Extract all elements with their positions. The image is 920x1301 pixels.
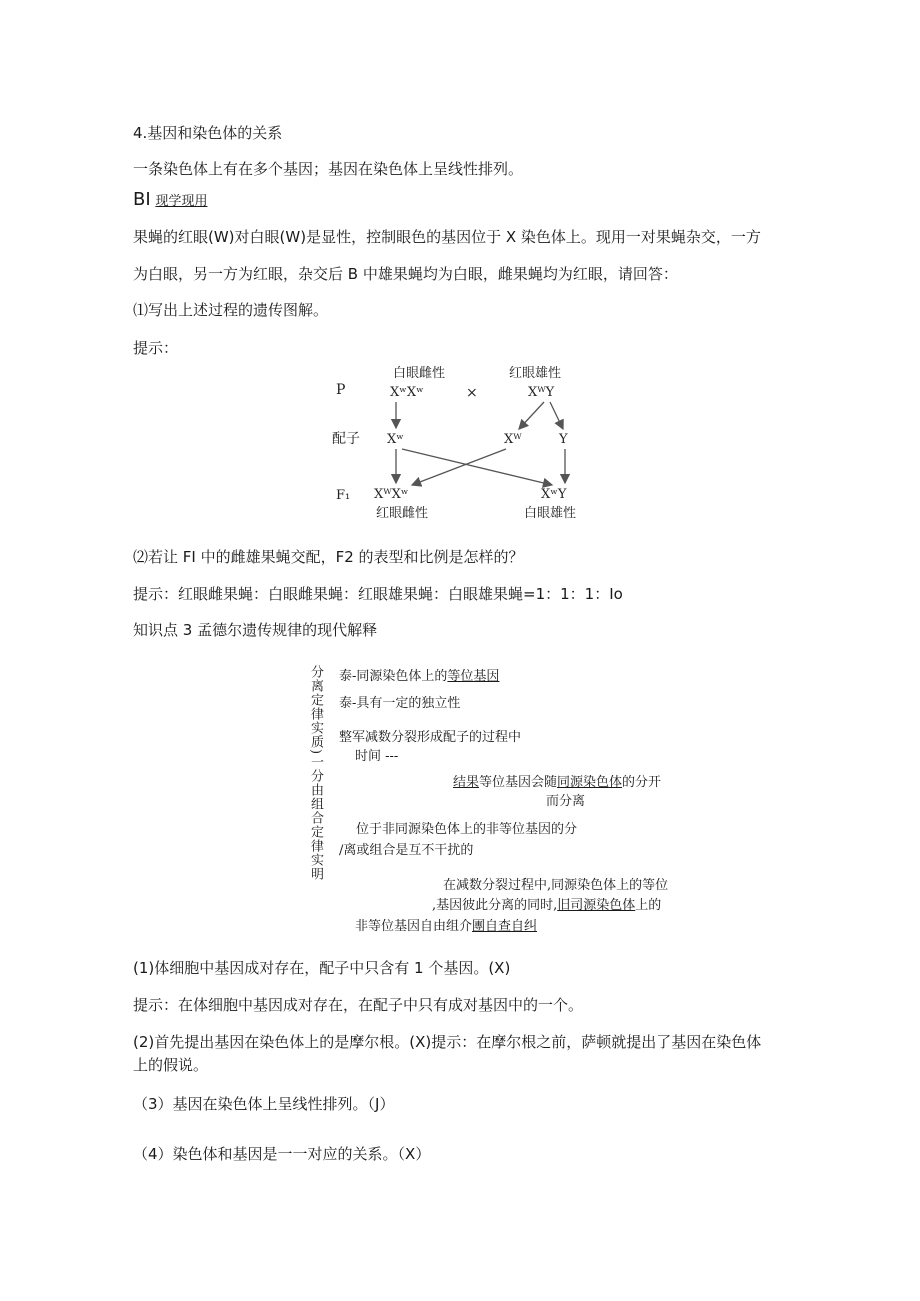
judgement-1-hint: 提示：在体细胞中基因成对存在，在配子中只有成对基因中的一个。: [133, 996, 584, 1014]
practice-title: [133, 189, 207, 210]
chart-line-5-chromosome: 同源染色体: [557, 775, 623, 790]
gamete-y-male: Y: [559, 432, 568, 447]
generation-f1-label: F₁: [336, 488, 351, 503]
chart-line-11-text: 非等位基因自由组介: [355, 919, 473, 934]
chart-line-1: [339, 665, 499, 684]
chart-line-5-mid: 等位基因会随: [479, 775, 558, 790]
chart-line-1-underlined: 等位基因: [447, 669, 500, 684]
law-vertical-label: 分离定律实质)一分由组合定律实明: [308, 665, 323, 882]
chart-line-9: 在减数分裂过程中,同源染色体上的等位: [443, 878, 669, 893]
chart-line-7: 位于非同源染色体上的非等位基因的分: [356, 822, 578, 837]
judgement-3: （3）基因在染色体上呈线性排列。（J）: [133, 1095, 395, 1113]
practice-title-subtitle: 现学现用: [155, 194, 208, 209]
chart-line-8: /离或组合是互不干扰的: [339, 843, 474, 858]
question-line-1: 果蝇的红眼(W)对白眼(W)是显性，控制眼色的基因位于 X 染色体上。现用一对果蝇杂交，一方: [133, 228, 761, 246]
male-parent-genotype: XᵂY: [528, 385, 555, 400]
judgement-2-line-1: (2)首先提出基因在染色体上的是摩尔根。(X)提示：在摩尔根之前，萨顿就提出了基因在染色体: [133, 1033, 762, 1051]
hint-label: 提示：: [133, 339, 179, 357]
section-4-body: 一条染色体上有在多个基因；基因在染色体上呈线性排列。: [133, 160, 524, 178]
knowledge-point-3-title: 知识点 3 孟德尔遗传规律的现代解释: [133, 621, 378, 639]
judgement-1: (1)体细胞中基因成对存在，配子中只含有 1 个基因。(X): [133, 959, 511, 977]
cross-symbol: ×: [466, 385, 478, 401]
chart-line-10-suffix: 上的: [635, 898, 662, 913]
gamete-row-label: 配子: [332, 431, 360, 447]
arrow-male-to-y: [550, 402, 563, 429]
section-4-heading: 4.基因和染色体的关系: [133, 124, 283, 142]
f1-female-genotype: XᵂXʷ: [374, 487, 409, 502]
f1-male-label: 白眼雄性: [524, 506, 577, 521]
genetic-cross-diagram: [320, 355, 610, 530]
question-2: ⑵若让 FI 中的雌雄果蝇交配，F2 的表型和比例是怎样的？: [133, 548, 524, 566]
chart-line-10: [432, 894, 661, 913]
question-1: ⑴写出上述过程的遗传图解。: [133, 301, 329, 319]
chart-line-2: 泰-具有一定的独立性: [339, 696, 461, 711]
chart-line-5: [453, 771, 661, 790]
arrow-male-to-xW: [519, 402, 544, 429]
question-2-hint: 提示：红眼雌果蝇：白眼雌果蝇：红眼雄果蝇：白眼雄果蝇=1：1：1：Io: [133, 585, 623, 603]
gamete-xW-male: Xᵂ: [504, 432, 522, 447]
chart-line-5-suffix: 的分开: [622, 775, 662, 790]
practice-title-bl: BI: [133, 189, 151, 210]
chart-line-6: 而分离: [546, 794, 586, 809]
chart-line-10-underlined: 旧司源染色体: [557, 898, 636, 913]
gamete-xw-female: Xʷ: [387, 432, 404, 447]
chart-line-3: 整军减数分裂形成配子的过程中: [339, 730, 522, 745]
female-parent-genotype: XʷXʷ: [390, 385, 424, 400]
chart-line-10-text: ,基因彼此分离的同时,: [432, 898, 558, 913]
chart-line-11: [355, 915, 537, 934]
female-parent-label: 白眼雌性: [393, 366, 446, 381]
chart-line-4: 时间 ---: [355, 749, 399, 764]
f1-male-genotype: XʷY: [541, 487, 567, 502]
chart-line-1-text: 泰-同源染色体上的: [339, 669, 448, 684]
question-line-2: 为白眼，另一方为红眼，杂交后 B 中雄果蝇均为白眼，雌果蝇均为红眼，请回答：: [133, 265, 678, 283]
generation-p-label: P: [336, 382, 346, 398]
male-parent-label: 红眼雄性: [509, 366, 562, 381]
judgement-2-line-2: 上的假说。: [133, 1056, 209, 1074]
f1-female-label: 红眼雌性: [376, 506, 429, 521]
judgement-4: （4）染色体和基因是一一对应的关系。（X）: [133, 1145, 431, 1163]
chart-line-5-result: 结果: [453, 775, 480, 790]
chart-line-11-underlined: 團自查自纠: [472, 919, 538, 934]
